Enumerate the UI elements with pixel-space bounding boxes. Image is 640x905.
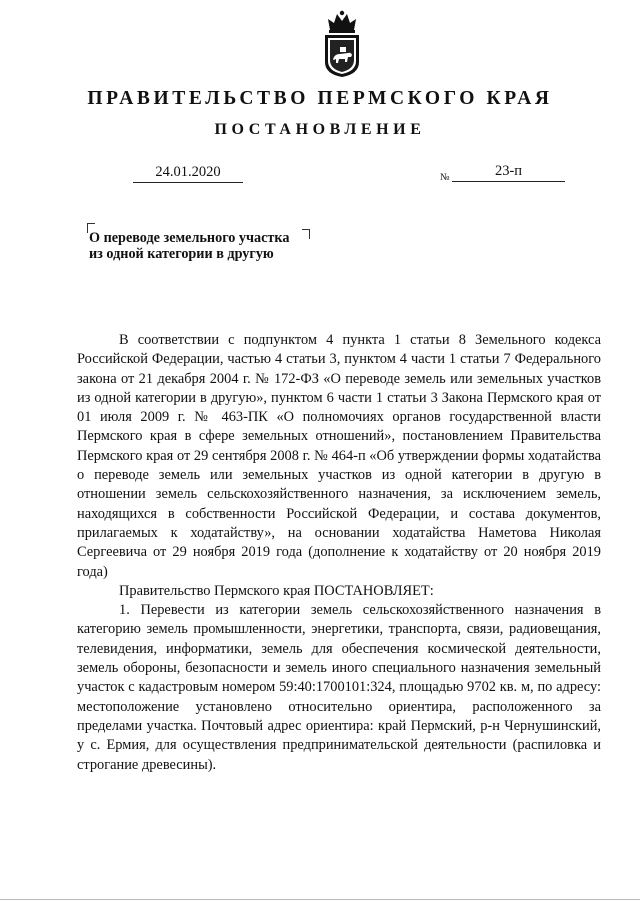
number-sign: № bbox=[440, 172, 450, 183]
subject-bracket-right bbox=[302, 229, 310, 239]
subject-line-1: О переводе земельного участка bbox=[89, 230, 290, 246]
government-title: ПРАВИТЕЛЬСТВО ПЕРМСКОГО КРАЯ bbox=[87, 88, 553, 109]
subject-line-2: из одной категории в другую bbox=[89, 246, 274, 262]
document-type: ПОСТАНОВЛЕНИЕ bbox=[214, 121, 426, 138]
paragraph-item-1: 1. Перевести из категории земель сельскохозяйственного назначения в категорию земель промышленности, энергетики, транспорта, связи, радиовещания, телевидения, информатики, земель для обеспечения космической деятельности, земель обороны, безопасности и земель иного специального назначения земельный участок с кадастровым номером 59:40:1700101:324, площадью 9702 кв. м, по адресу: местоположение установлено относительно ориентира, расположенного за пределами участка. Почтовый адрес ориентира: край Пермский, р-н Чернушинский, у с. Ермия, для осуществления предпринимательской деятельности (распиловка и строгание древесины). bbox=[77, 602, 601, 773]
paragraph-legal-basis: В соответствии с подпунктом 4 пункта 1 статьи 8 Земельного кодекса Российской Федерации, частью 4 статьи 3, пунктом 4 части 1 статьи 7 Федерального закона от 21 декабря 2004 г. № 172-ФЗ «О переводе земель или земельных участков из одной категории в другую», пунктом 6 части 1 статьи 3 Закона Пермского края от 01 июля 2009 г. № 463-ПК «О полномочиях органов государственной власти Пермского края в сфере земельных отношений», постановлением Правительства Пермского края от 29 сентября 2008 г. № 464-п «Об утверждении формы ходатайства о переводе земель или земельных участков из одной категории в другую в отношении земель сельскохозяйственного назначения, за исключением земель, находящихся в собственности Российской Федерации, и состава документов, прилагаемых к ходатайству», на основании ходатайства Наметова Николая Сергеевича от 29 ноября 2019 года (дополнение к ходатайству от 20 ноября 2019 года) bbox=[77, 332, 601, 580]
document-subject bbox=[89, 230, 289, 262]
number-field bbox=[452, 161, 565, 182]
date-field bbox=[133, 162, 243, 183]
document-number: 23-п bbox=[494, 163, 523, 179]
paragraph-resolution: Правительство Пермского края ПОСТАНОВЛЯЕТ: bbox=[119, 582, 434, 599]
coat-of-arms-icon bbox=[321, 8, 363, 78]
document-body bbox=[77, 331, 601, 775]
footer-divider bbox=[0, 899, 640, 900]
document-date: 24.01.2020 bbox=[155, 164, 221, 180]
